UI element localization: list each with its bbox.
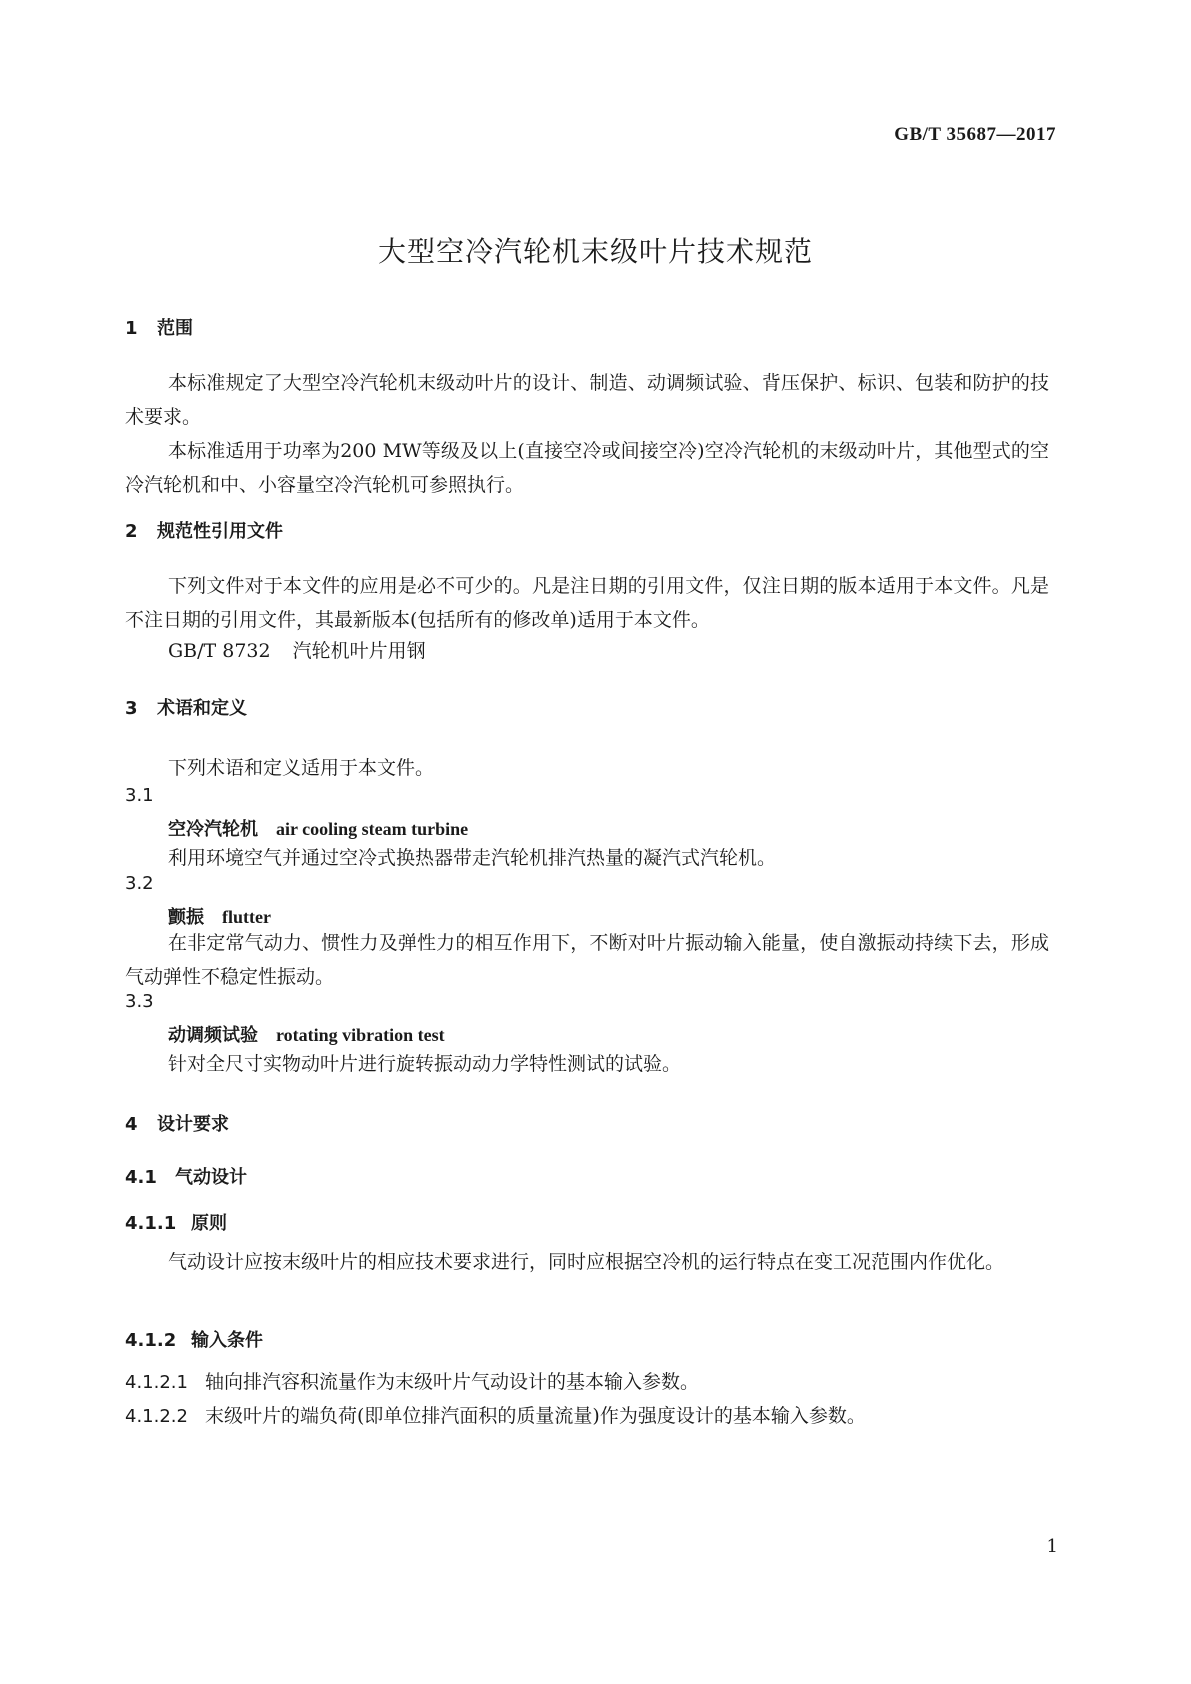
section-title: 范围 xyxy=(157,318,193,339)
clause-item xyxy=(125,1367,699,1394)
section-title: 规范性引用文件 xyxy=(157,521,283,542)
clause-number: 4.1.2.1 xyxy=(125,1372,188,1393)
section-3-intro: 下列术语和定义适用于本文件。 xyxy=(168,757,435,779)
page-number: 1 xyxy=(1046,1536,1058,1557)
term-entry xyxy=(168,815,468,841)
section-3-heading xyxy=(125,694,247,720)
term-english: air cooling steam turbine xyxy=(276,819,469,839)
section-number: 3 xyxy=(125,698,138,719)
section-title: 气动设计 xyxy=(175,1167,247,1188)
section-1-paragraph-1: 本标准规定了大型空冷汽轮机末级动叶片的设计、制造、动调频试验、背压保护、标识、包装和防护的技术要求。 xyxy=(125,372,1049,428)
term-definition: 针对全尺寸实物动叶片进行旋转振动动力学特性测试的试验。 xyxy=(168,1053,682,1075)
section-number: 4 xyxy=(125,1114,138,1135)
normative-reference xyxy=(168,636,426,663)
section-1-heading xyxy=(125,314,193,340)
term-number: 3.1 xyxy=(125,785,154,806)
term-number: 3.3 xyxy=(125,991,154,1012)
section-number: 2 xyxy=(125,521,138,542)
section-number: 4.1.2 xyxy=(125,1330,177,1351)
subsection-4-1-1-paragraph: 气动设计应按末级叶片的相应技术要求进行，同时应根据空冷机的运行特点在变工况范围内作优化。 xyxy=(168,1251,1005,1273)
section-2-heading xyxy=(125,517,283,543)
section-number: 4.1 xyxy=(125,1167,157,1188)
term-number: 3.2 xyxy=(125,873,154,894)
reference-title: 汽轮机叶片用钢 xyxy=(292,640,426,662)
standard-code: GB/T 35687—2017 xyxy=(894,124,1056,145)
section-2-paragraph-1: 下列文件对于本文件的应用是必不可少的。凡是注日期的引用文件，仅注日期的版本适用于本文件。凡是不注日期的引用文件，其最新版本(包括所有的修改单)适用于本文件。 xyxy=(125,575,1049,631)
section-1-paragraph-2: 本标准适用于功率为200 MW等级及以上(直接空冷或间接空冷)空冷汽轮机的末级动叶片，其他型式的空冷汽轮机和中、小容量空冷汽轮机可参照执行。 xyxy=(125,440,1049,496)
term-entry xyxy=(168,1021,445,1047)
clause-item xyxy=(125,1401,866,1428)
term-chinese: 空冷汽轮机 xyxy=(168,819,258,840)
section-number: 1 xyxy=(125,318,138,339)
subsection-4-1-2-heading xyxy=(125,1326,263,1352)
clause-text: 末级叶片的端负荷(即单位排汽面积的质量流量)作为强度设计的基本输入参数。 xyxy=(205,1405,866,1427)
subsection-4-1-1-heading xyxy=(125,1209,227,1235)
term-english: flutter xyxy=(222,907,271,927)
section-4-heading xyxy=(125,1110,229,1136)
clause-text: 轴向排汽容积流量作为末级叶片气动设计的基本输入参数。 xyxy=(205,1371,700,1393)
subsection-4-1-heading xyxy=(125,1163,247,1189)
section-title: 原则 xyxy=(191,1213,227,1234)
section-title: 术语和定义 xyxy=(157,698,247,719)
term-chinese: 动调频试验 xyxy=(168,1025,258,1046)
clause-number: 4.1.2.2 xyxy=(125,1406,188,1427)
section-number: 4.1.1 xyxy=(125,1213,177,1234)
term-english: rotating vibration test xyxy=(276,1025,445,1045)
term-chinese: 颤振 xyxy=(168,907,204,928)
term-definition: 在非定常气动力、惯性力及弹性力的相互作用下，不断对叶片振动输入能量，使自激振动持续下去，形成气动弹性不稳定性振动。 xyxy=(125,932,1049,988)
term-definition: 利用环境空气并通过空冷式换热器带走汽轮机排汽热量的凝汽式汽轮机。 xyxy=(168,847,777,869)
document-title: 大型空冷汽轮机末级叶片技术规范 xyxy=(377,235,813,268)
section-title: 输入条件 xyxy=(191,1330,263,1351)
section-title: 设计要求 xyxy=(157,1114,229,1135)
reference-code: GB/T 8732 xyxy=(168,640,271,662)
